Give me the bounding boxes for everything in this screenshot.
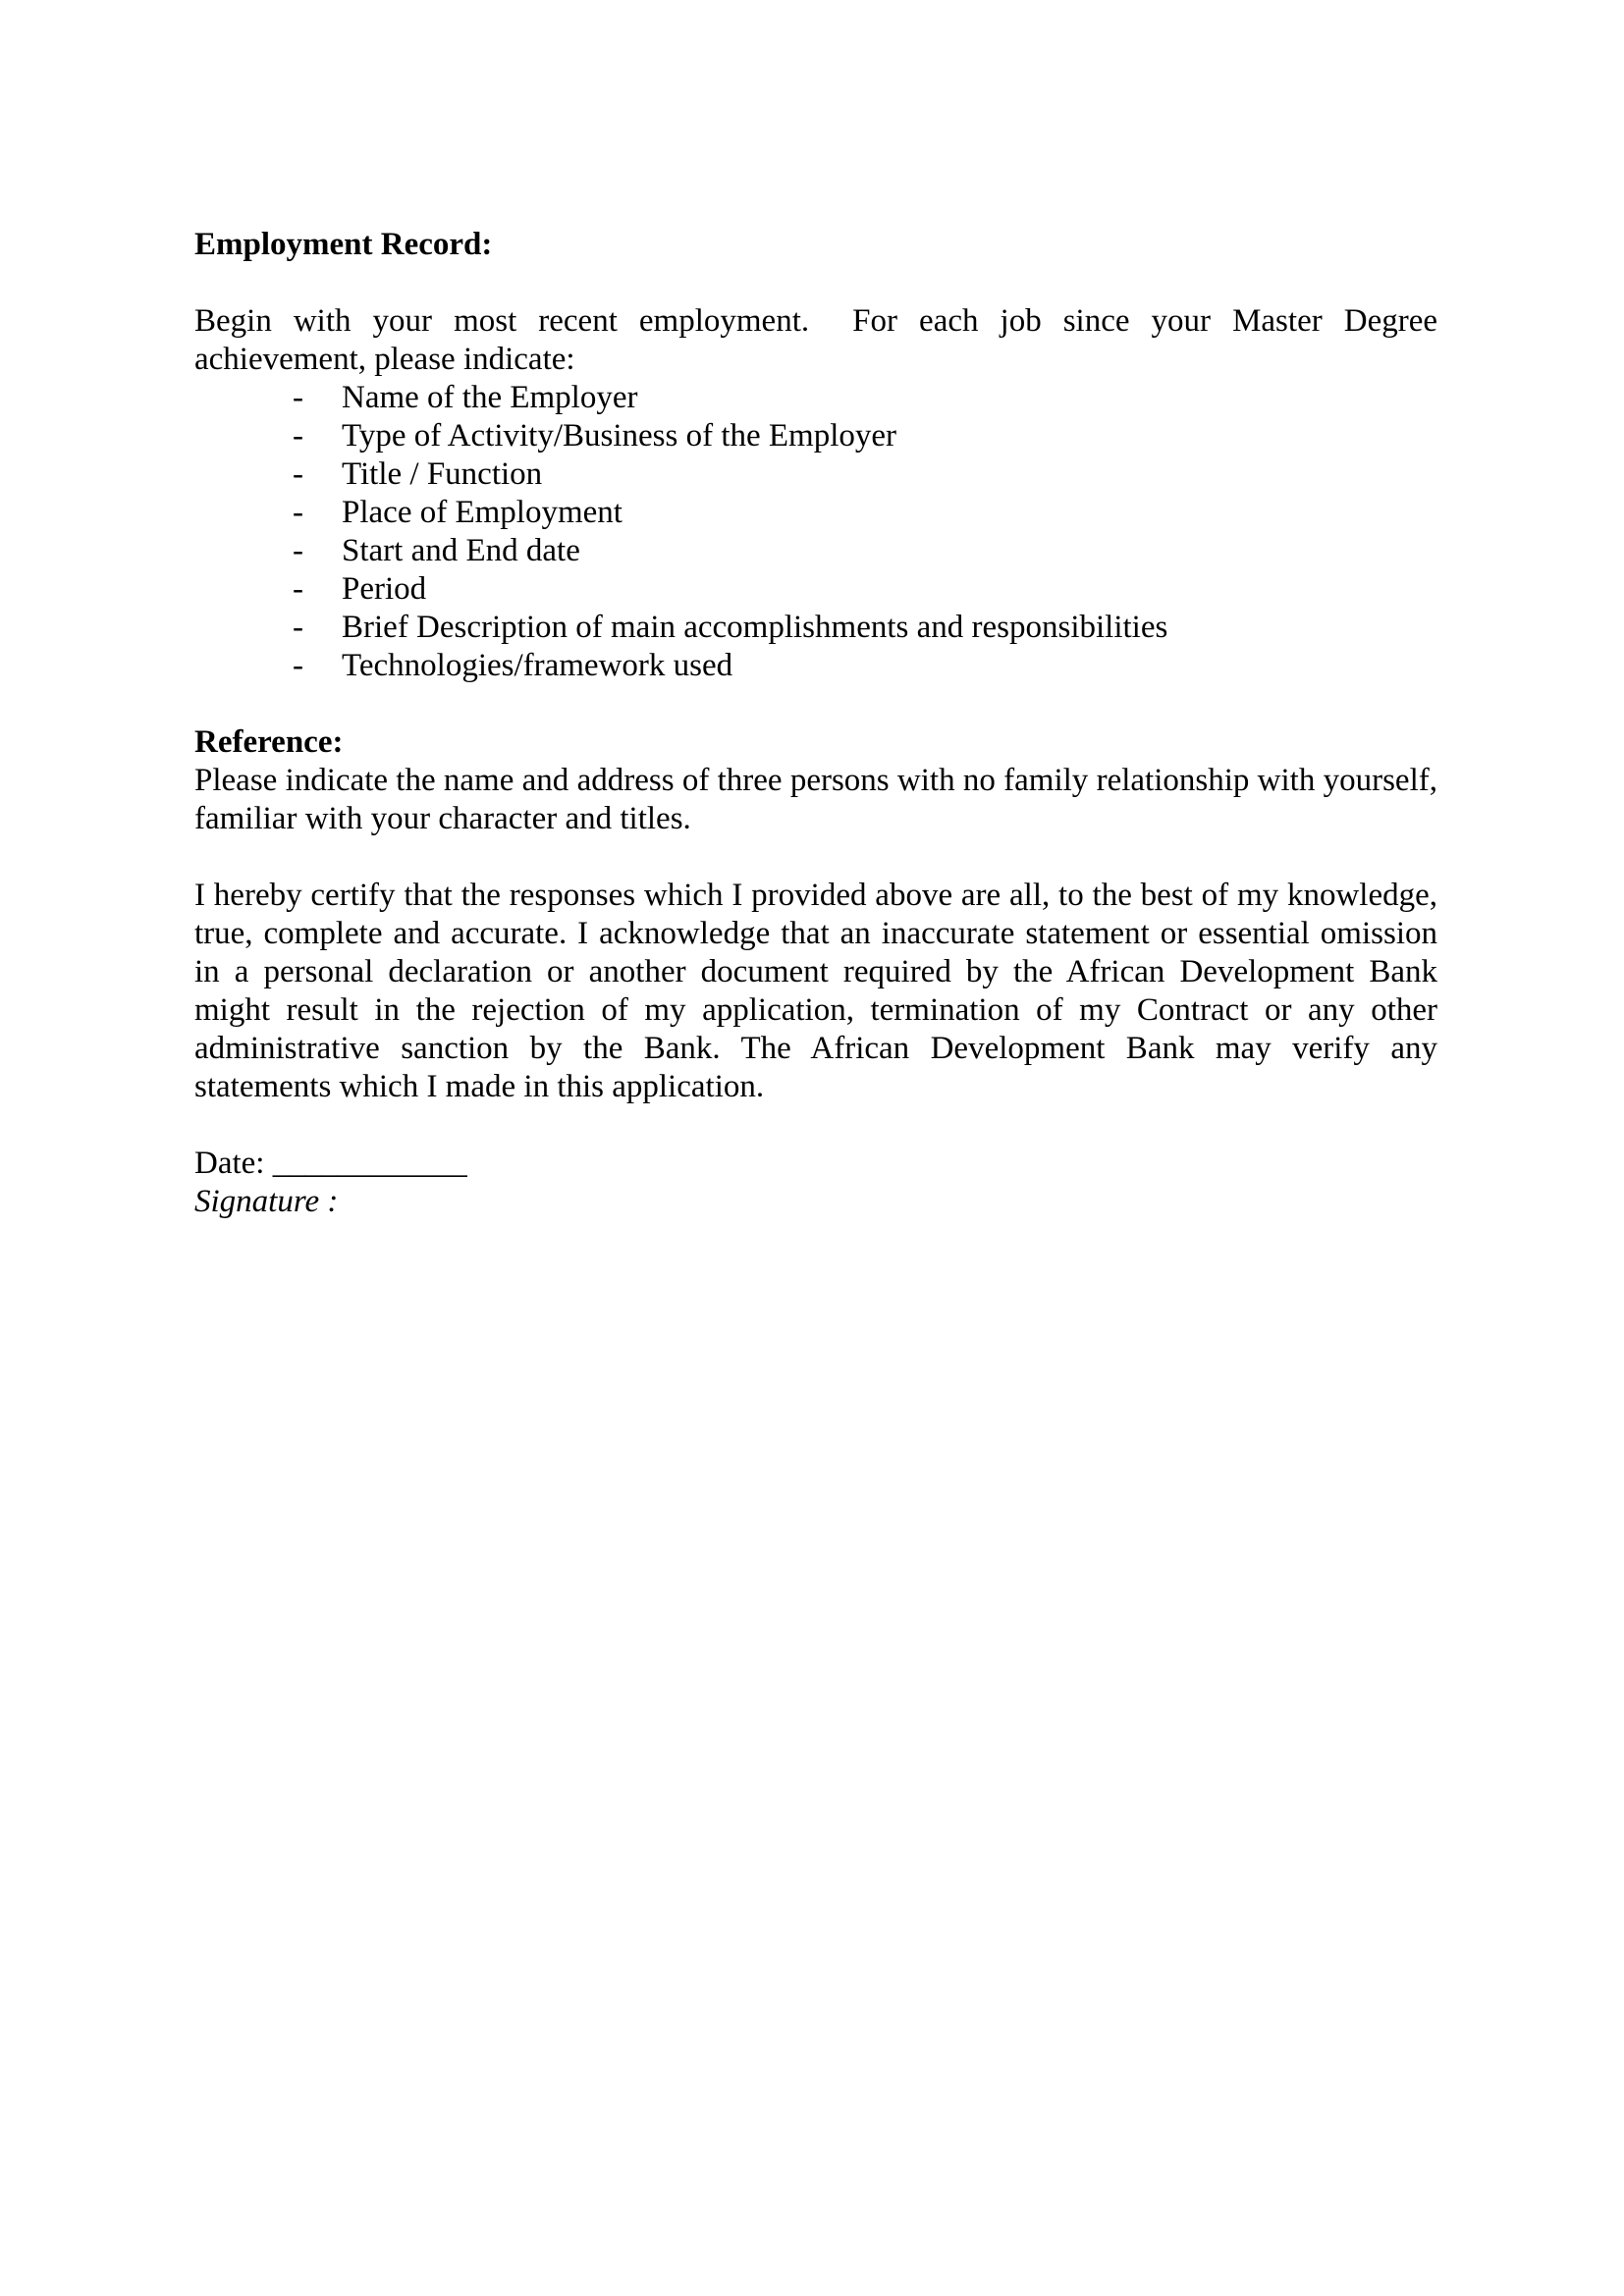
bullet-dash: - xyxy=(293,456,303,492)
employment-fields-list xyxy=(194,379,1437,685)
list-item-text: Name of the Employer xyxy=(342,380,638,415)
employment-record-heading: Employment Record: xyxy=(194,227,493,262)
list-item xyxy=(194,417,1437,455)
list-item xyxy=(194,647,1437,685)
bullet-dash: - xyxy=(293,495,303,530)
list-item xyxy=(194,609,1437,647)
document-page xyxy=(194,226,1437,1221)
spacer xyxy=(194,1106,1437,1145)
list-item-text: Place of Employment xyxy=(342,495,623,530)
list-item xyxy=(194,570,1437,609)
bullet-dash: - xyxy=(293,571,303,607)
reference-heading: Reference: xyxy=(194,724,344,760)
spacer xyxy=(194,685,1437,723)
list-item-text: Start and End date xyxy=(342,533,580,568)
bullet-dash: - xyxy=(293,533,303,568)
list-item-text: Technologies/framework used xyxy=(342,648,733,683)
list-item-text: Type of Activity/Business of the Employer xyxy=(342,418,897,454)
reference-paragraph: Please indicate the name and address of three persons with no family relationship with yourself, familiar with your character and titles. xyxy=(194,763,1437,836)
list-item xyxy=(194,532,1437,570)
signature-line: Signature : xyxy=(194,1184,339,1219)
list-item xyxy=(194,494,1437,532)
list-item xyxy=(194,379,1437,417)
list-item-text: Brief Description of main accomplishments and responsibilities xyxy=(342,610,1168,645)
list-item-text: Title / Function xyxy=(342,456,543,492)
bullet-dash: - xyxy=(293,610,303,645)
date-line: Date: ____________ xyxy=(194,1146,467,1181)
spacer xyxy=(194,264,1437,302)
bullet-dash: - xyxy=(293,380,303,415)
certification-paragraph: I hereby certify that the responses which I provided above are all, to the best of my knowledge, true, complete and accurate. I acknowledge that an inaccurate statement or essential omission in a personal declaration or another document required by the African Development Bank might result in the rejection of my application, termination of my Contract or any other administrative sanction by the Bank. The African Development Bank may verify any statements which I made in this application. xyxy=(194,878,1437,1104)
employment-intro-paragraph: Begin with your most recent employment. For each job since your Master Degree achievement, please indicate: xyxy=(194,303,1437,377)
list-item xyxy=(194,455,1437,494)
bullet-dash: - xyxy=(293,418,303,454)
list-item-text: Period xyxy=(342,571,427,607)
bullet-dash: - xyxy=(293,648,303,683)
spacer xyxy=(194,838,1437,877)
